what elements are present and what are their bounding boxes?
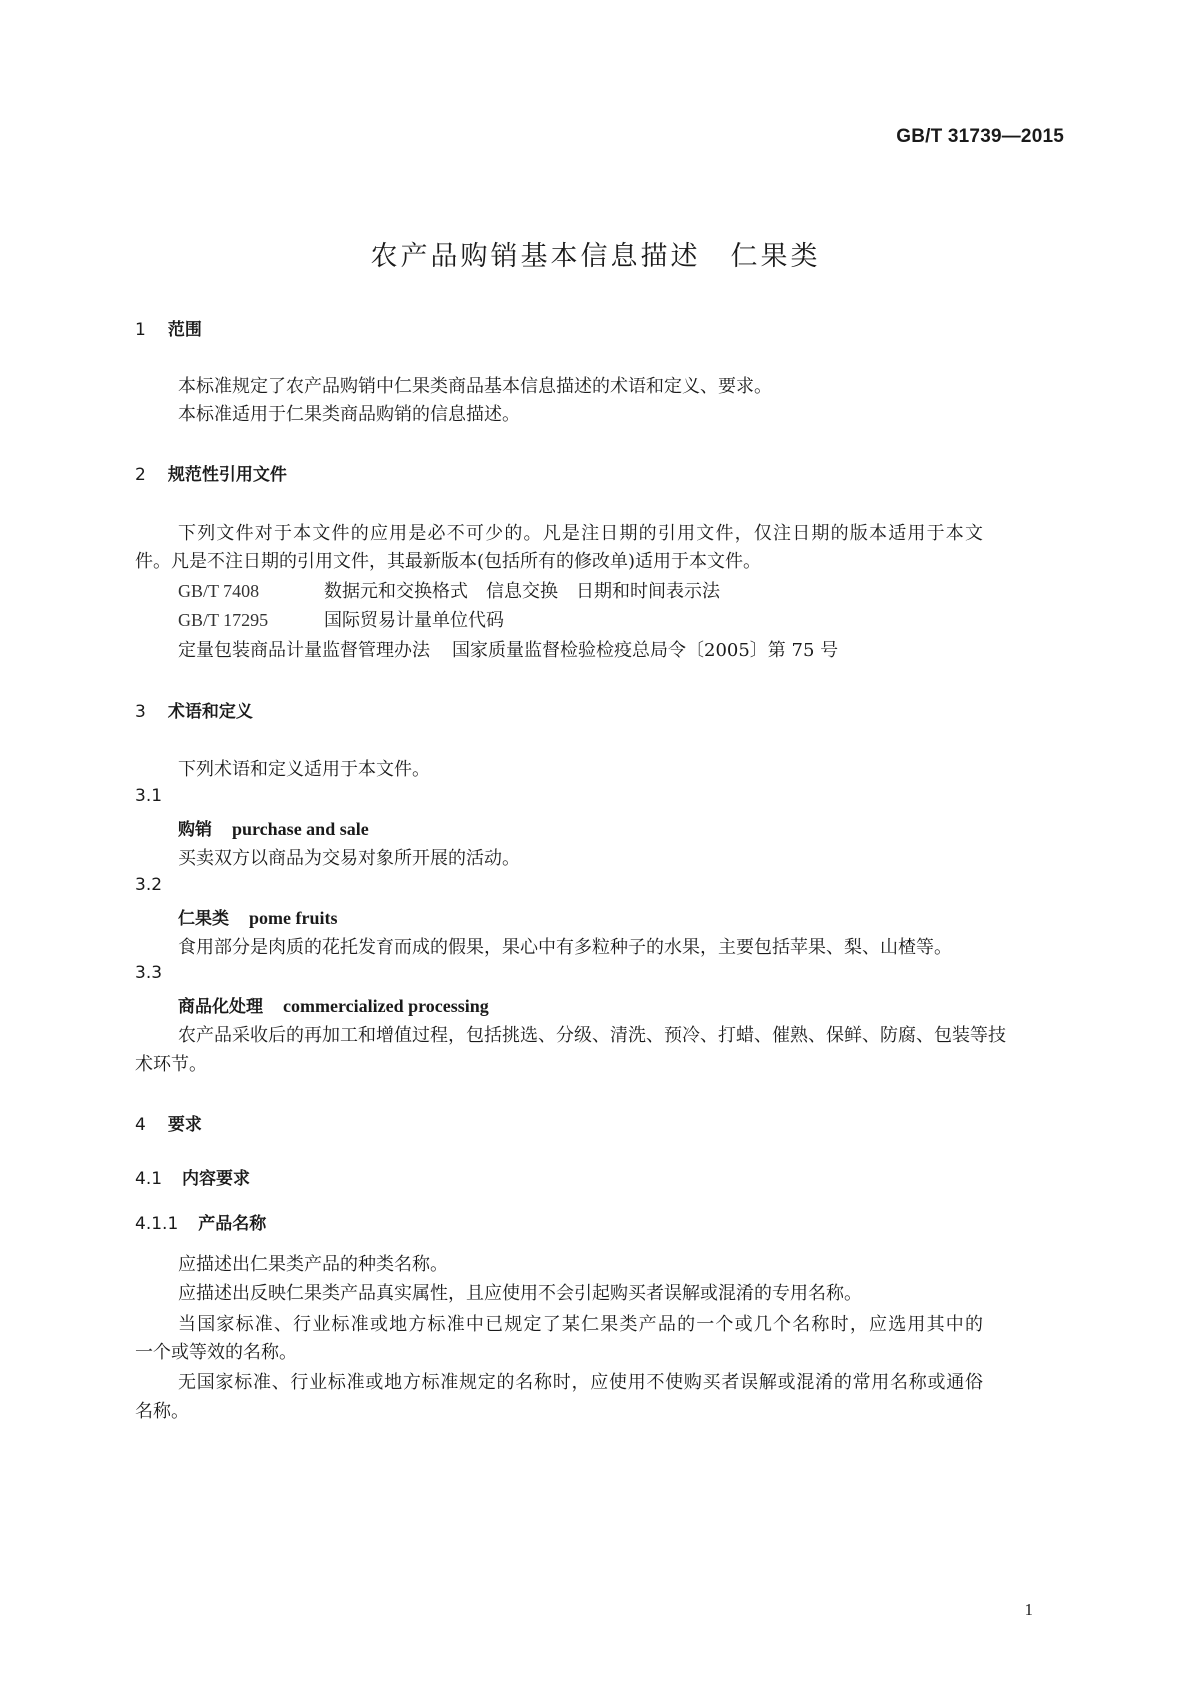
term-english: commercialized processing xyxy=(283,996,489,1016)
subsection-4-1-heading xyxy=(135,1164,250,1189)
subsection-4-1-1-heading xyxy=(135,1209,266,1234)
section-number: 4.1 xyxy=(135,1169,163,1189)
term-number: 3.1 xyxy=(135,786,163,806)
paragraph-line: 无国家标准、行业标准或地方标准规定的名称时，应使用不使购买者误解或混淆的常用名称或通俗 xyxy=(178,1372,983,1393)
reference-item xyxy=(178,577,720,603)
paragraph: 应描述出反映仁果类产品真实属性，且应使用不会引起购买者误解或混淆的专用名称。 xyxy=(178,1283,862,1304)
reference-title: 数据元和交换格式 信息交换 日期和时间表示法 xyxy=(324,581,720,602)
section-title: 规范性引用文件 xyxy=(167,465,287,485)
standard-number: GB/T 31739—2015 xyxy=(896,126,1064,147)
term-heading xyxy=(178,815,369,840)
term-heading xyxy=(178,904,338,929)
section-number: 1 xyxy=(135,320,146,340)
term-definition: 食用部分是肉质的花托发育而成的假果，果心中有多粒种子的水果，主要包括苹果、梨、山楂等。 xyxy=(178,937,952,958)
reference-code: 定量包装商品计量监督管理办法 xyxy=(178,640,430,661)
reference-title: 国家质量监督检验检疫总局令〔2005〕第 75 号 xyxy=(452,640,839,661)
section-number: 4 xyxy=(135,1115,146,1135)
section-title: 范围 xyxy=(167,320,202,340)
term-heading xyxy=(178,992,489,1017)
term-chinese: 购销 xyxy=(178,820,212,840)
reference-title: 国际贸易计量单位代码 xyxy=(324,610,504,631)
reference-code: GB/T 17295 xyxy=(178,610,269,630)
term-english: purchase and sale xyxy=(232,819,369,839)
section-title: 术语和定义 xyxy=(167,702,253,722)
term-definition-line: 术环节。 xyxy=(135,1054,207,1075)
term-definition: 买卖双方以商品为交易对象所开展的活动。 xyxy=(178,848,520,869)
paragraph: 本标准适用于仁果类商品购销的信息描述。 xyxy=(178,404,520,425)
paragraph: 下列术语和定义适用于本文件。 xyxy=(178,759,430,780)
page-number: 1 xyxy=(1024,1600,1033,1619)
section-title: 要求 xyxy=(167,1115,202,1135)
section-1-heading xyxy=(135,315,202,340)
section-number: 3 xyxy=(135,702,146,722)
reference-item xyxy=(178,636,838,662)
section-title: 内容要求 xyxy=(182,1169,251,1189)
term-chinese: 仁果类 xyxy=(178,909,229,929)
term-english: pome fruits xyxy=(249,908,338,928)
section-3-heading xyxy=(135,697,253,722)
paragraph-line: 一个或等效的名称。 xyxy=(135,1342,297,1363)
term-number: 3.3 xyxy=(135,963,163,983)
section-title: 产品名称 xyxy=(198,1214,267,1234)
section-number: 4.1.1 xyxy=(135,1214,179,1234)
paragraph: 应描述出仁果类产品的种类名称。 xyxy=(178,1254,448,1275)
section-4-heading xyxy=(135,1110,202,1135)
term-chinese: 商品化处理 xyxy=(178,997,263,1017)
paragraph: 本标准规定了农产品购销中仁果类商品基本信息描述的术语和定义、要求。 xyxy=(178,376,772,397)
section-number: 2 xyxy=(135,465,146,485)
document-title: 农产品购销基本信息描述 仁果类 xyxy=(370,241,821,272)
reference-item xyxy=(178,606,504,632)
paragraph-line: 当国家标准、行业标准或地方标准中已规定了某仁果类产品的一个或几个名称时，应选用其中的 xyxy=(178,1314,983,1335)
section-2-heading xyxy=(135,460,287,485)
term-definition-line: 农产品采收后的再加工和增值过程，包括挑选、分级、清洗、预冷、打蜡、催熟、保鲜、防腐、包装等技 xyxy=(178,1025,1006,1046)
paragraph-line: 名称。 xyxy=(135,1401,189,1422)
paragraph-line: 下列文件对于本文件的应用是必不可少的。凡是注日期的引用文件，仅注日期的版本适用于本文 xyxy=(178,523,983,544)
reference-code: GB/T 7408 xyxy=(178,581,260,601)
paragraph-line: 件。凡是不注日期的引用文件，其最新版本(包括所有的修改单)适用于本文件。 xyxy=(135,551,762,572)
term-number: 3.2 xyxy=(135,875,163,895)
